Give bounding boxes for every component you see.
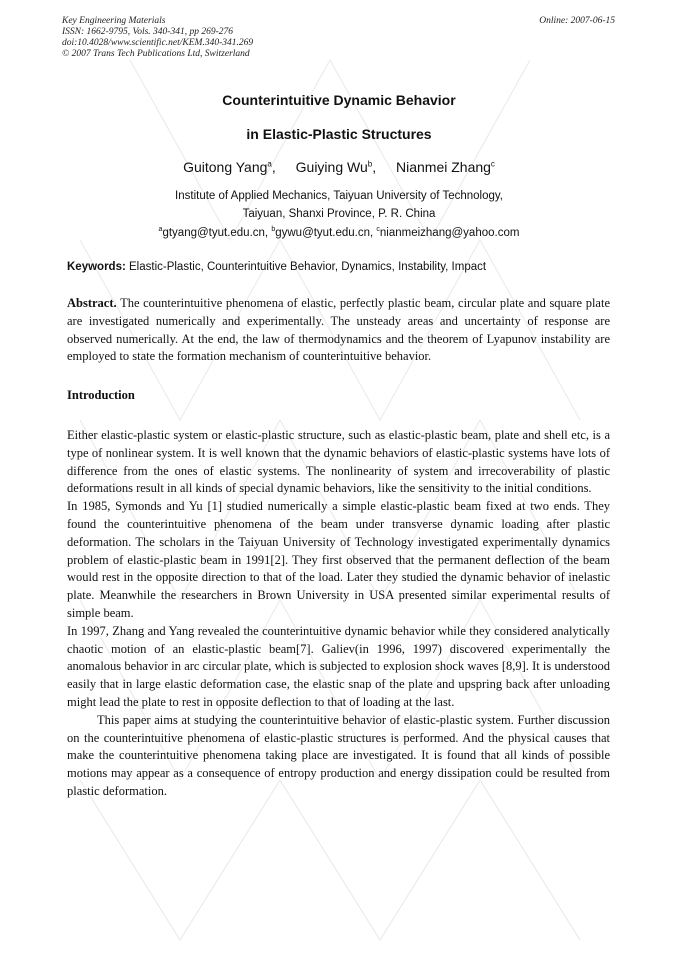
author: Guiying Wu$^b$, (295, 159, 377, 175)
paragraph: In 1997, Zhang and Yang revealed the counterintuitive dynamic behavior while they considered analytically chaotic motion of an elastic-plastic beam[7]. Galiev(in 1996, 1997) discovered experimentally the anomalous behavior in arc circular plate, which is subjected to explosion shock waves [8,9]. It is understood easily that in large elastic deformation case, the elastic snap of the plate and upspring back after unloading might lead the plate to rest in opposite deflection to that of loading at the last. (67, 623, 610, 709)
keywords-label: Keywords: (67, 261, 126, 273)
abstract-text: The counterintuitive phenomena of elastic, perfectly plastic beam, circular plate and square plate are investigated numerically and experimentally. The unsteady areas and uncertainty of response are observed numerically. At the end, the law of thermodynamics and the theorem of Lyapunov instability are employed to state the formation mechanism of counterintuitive behavior. (67, 296, 610, 364)
paper-title-line-1: Counterintuitive Dynamic Behavior (222, 92, 456, 108)
abstract (67, 295, 610, 366)
paper-title-line-2: in Elastic-Plastic Structures (246, 126, 432, 142)
author-list (0, 159, 678, 175)
affiliation-line-1: Institute of Applied Mechanics, Taiyuan University of Technology, (175, 190, 503, 202)
paragraph: This paper aims at studying the counterintuitive behavior of elastic-plastic system. Further discussion on the counterintuitive phenomena of elastic-plastic structures is performed. And the physical causes that make the counterintuitive phenomena taking place are investigated. It is found that all kinds of possible motions may appear as a consequence of entropy production and energy dissipation could be resulted from plastic deformation. (67, 712, 610, 798)
paragraph: In 1985, Symonds and Yu [1] studied numerically a simple elastic-plastic beam fixed at two ends. They found the counterintuitive phenomena of the beam under transverse dynamic loading after plastic deformation. The scholars in the Taiyuan University of Technology investigated experimentally dynamics problem of elastic-plastic beam in 1991[2]. They first observed that the permanent deflection of the beam would rest in the opposite direction to that of the load. Later they studied the dynamic behavior of inelastic plate. Meanwhile the researchers in Brown University in USA presented similar experimental results of simple beam. (67, 499, 610, 620)
author: Nianmei Zhang$^c$ (395, 159, 495, 175)
doi-line: doi:10.4028/www.scientific.net/KEM.340-341.269 (62, 38, 254, 48)
paragraph: Either elastic-plastic system or elastic-plastic structure, such as elastic-plastic beam, plate and shell etc, is a type of nonlinear system. It is well known that the dynamic behaviors of elastic-plastic systems have lots of difference from the ones of elastic systems. The nonlinearity of system and irrecoverability of plastic deformations result in all kinds of special dynamic behaviors, like the sensitivity to the initial conditions. (67, 428, 610, 496)
issn-line: ISSN: 1662-9795, Vols. 340-341, pp 269-276 (62, 27, 233, 37)
introduction-body (67, 427, 610, 801)
email-link[interactable]: $^c$nianmeizhang@yahoo.com (376, 226, 520, 239)
abstract-label: Abstract. (67, 296, 117, 310)
introduction-heading: Introduction (67, 388, 135, 402)
online-date: Online: 2007-06-15 (539, 16, 615, 26)
email-link[interactable]: $^b$gywu@tyut.edu.cn (271, 226, 370, 239)
author: Guitong Yang$^a$, (183, 159, 276, 175)
keywords-text: Elastic-Plastic, Counterintuitive Behavior, Dynamics, Instability, Impact (129, 261, 487, 273)
email-link[interactable]: $^a$gtyang@tyut.edu.cn (158, 226, 265, 239)
copyright-line: © 2007 Trans Tech Publications Ltd, Switzerland (62, 49, 250, 59)
keywords (67, 261, 627, 273)
journal-name: Key Engineering Materials (62, 16, 166, 26)
affiliation-line-2: Taiyuan, Shanxi Province, P. R. China (242, 208, 436, 220)
journal-metadata (62, 16, 253, 60)
author-emails: $^a$gtyang@tyut.edu.cn, $^b$gywu@tyut.edu.cn, $^c$nianmeizhang@yahoo.com (158, 226, 520, 239)
